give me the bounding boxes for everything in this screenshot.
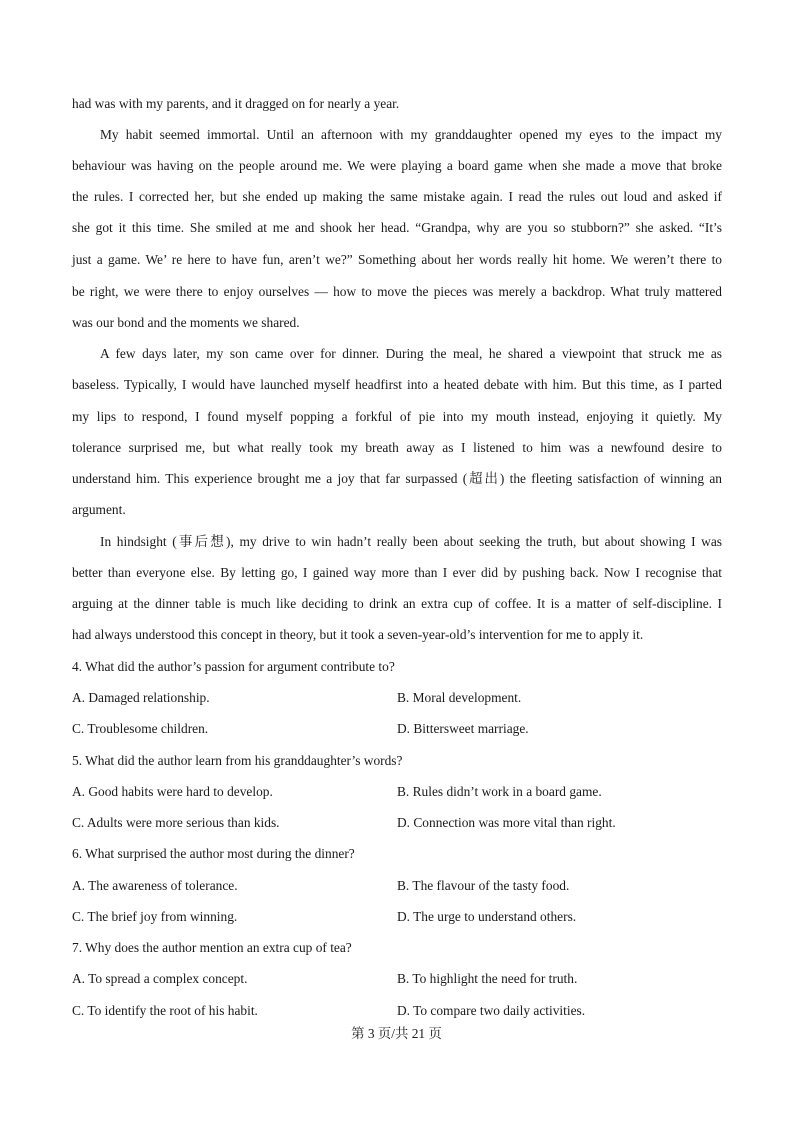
answer-option: D. Bittersweet marriage.	[397, 721, 529, 736]
passage-line: My habit seemed immortal. Until an afternoon with my granddaughter opened my eyes to the impact my	[100, 127, 722, 142]
passage-line: better than everyone else. By letting go, I gained way more than I ever did by pushing back. Now I recognise that	[72, 565, 722, 580]
answer-option: C. Troublesome children.	[72, 721, 209, 736]
passage-line: had was with my parents, and it dragged on for nearly a year.	[72, 96, 400, 111]
answer-option: B. Rules didn’t work in a board game.	[397, 784, 602, 799]
passage-line: had always understood this concept in theory, but it took a seven-year-old’s intervention for me to apply it.	[72, 627, 644, 642]
question-stem: 7. Why does the author mention an extra cup of tea?	[72, 940, 352, 955]
question-stem: 5. What did the author learn from his granddaughter’s words?	[72, 753, 403, 768]
answer-option: D. The urge to understand others.	[397, 909, 577, 924]
answer-option: A. To spread a complex concept.	[72, 971, 248, 986]
answer-option: A. Good habits were hard to develop.	[72, 784, 273, 799]
passage-line: arguing at the dinner table is much like deciding to drink an extra cup of coffee. It is a matter of self-discipline. I	[72, 596, 722, 611]
question-stem: 6. What surprised the author most during the dinner?	[72, 846, 355, 861]
answer-option: A. The awareness of tolerance.	[72, 878, 238, 893]
passage-line: understand him. This experience brought me a joy that far surpassed (超出) the fleeting satisfaction of winning an	[72, 471, 722, 486]
answer-option: A. Damaged relationship.	[72, 690, 210, 705]
passage-line: just a game. We’ re here to have fun, aren’t we?” Something about her words really hit home. We weren’t there to	[72, 252, 722, 267]
answer-option: C. To identify the root of his habit.	[72, 1003, 258, 1018]
passage-line: the rules. I corrected her, but she ended up making the same mistake again. I read the rules out loud and asked if	[72, 189, 722, 204]
passage-line: argument.	[72, 502, 126, 517]
answer-option: C. Adults were more serious than kids.	[72, 815, 280, 830]
passage-line: my lips to respond, I found myself popping a forkful of pie into my mouth instead, enjoying it quietly. My	[72, 409, 722, 424]
answer-option: B. Moral development.	[397, 690, 522, 705]
answer-option: D. To compare two daily activities.	[397, 1003, 586, 1018]
passage-line: be right, we were there to enjoy ourselves — how to move the pieces was merely a backdrop. What truly mattered	[72, 284, 722, 299]
answer-option: C. The brief joy from winning.	[72, 909, 238, 924]
passage-line: was our bond and the moments we shared.	[72, 315, 300, 330]
passage-line: A few days later, my son came over for dinner. During the meal, he shared a viewpoint that struck me as	[100, 346, 722, 361]
passage-line: In hindsight (事后想), my drive to win hadn’t really been about seeking the truth, but about showing I was	[100, 534, 722, 549]
passage-line: she got it this time. She smiled at me and shook her head. “Grandpa, why are you so stubborn?” she asked. “It’s	[72, 220, 722, 235]
passage-line: tolerance surprised me, but what really took my breath away as I listened to him was a newfound desire to	[72, 440, 722, 455]
answer-option: B. The flavour of the tasty food.	[397, 878, 570, 893]
answer-option: B. To highlight the need for truth.	[397, 971, 578, 986]
passage-line: behaviour was having on the people around me. We were playing a board game when she made a move that broke	[72, 158, 722, 173]
passage-line: baseless. Typically, I would have launched myself headfirst into a heated debate with him. But this time, as I parted	[72, 377, 722, 392]
page-number-footer: 第 3 页/共 21 页	[351, 1026, 442, 1041]
answer-option: D. Connection was more vital than right.	[397, 815, 616, 830]
question-stem: 4. What did the author’s passion for argument contribute to?	[72, 659, 395, 674]
